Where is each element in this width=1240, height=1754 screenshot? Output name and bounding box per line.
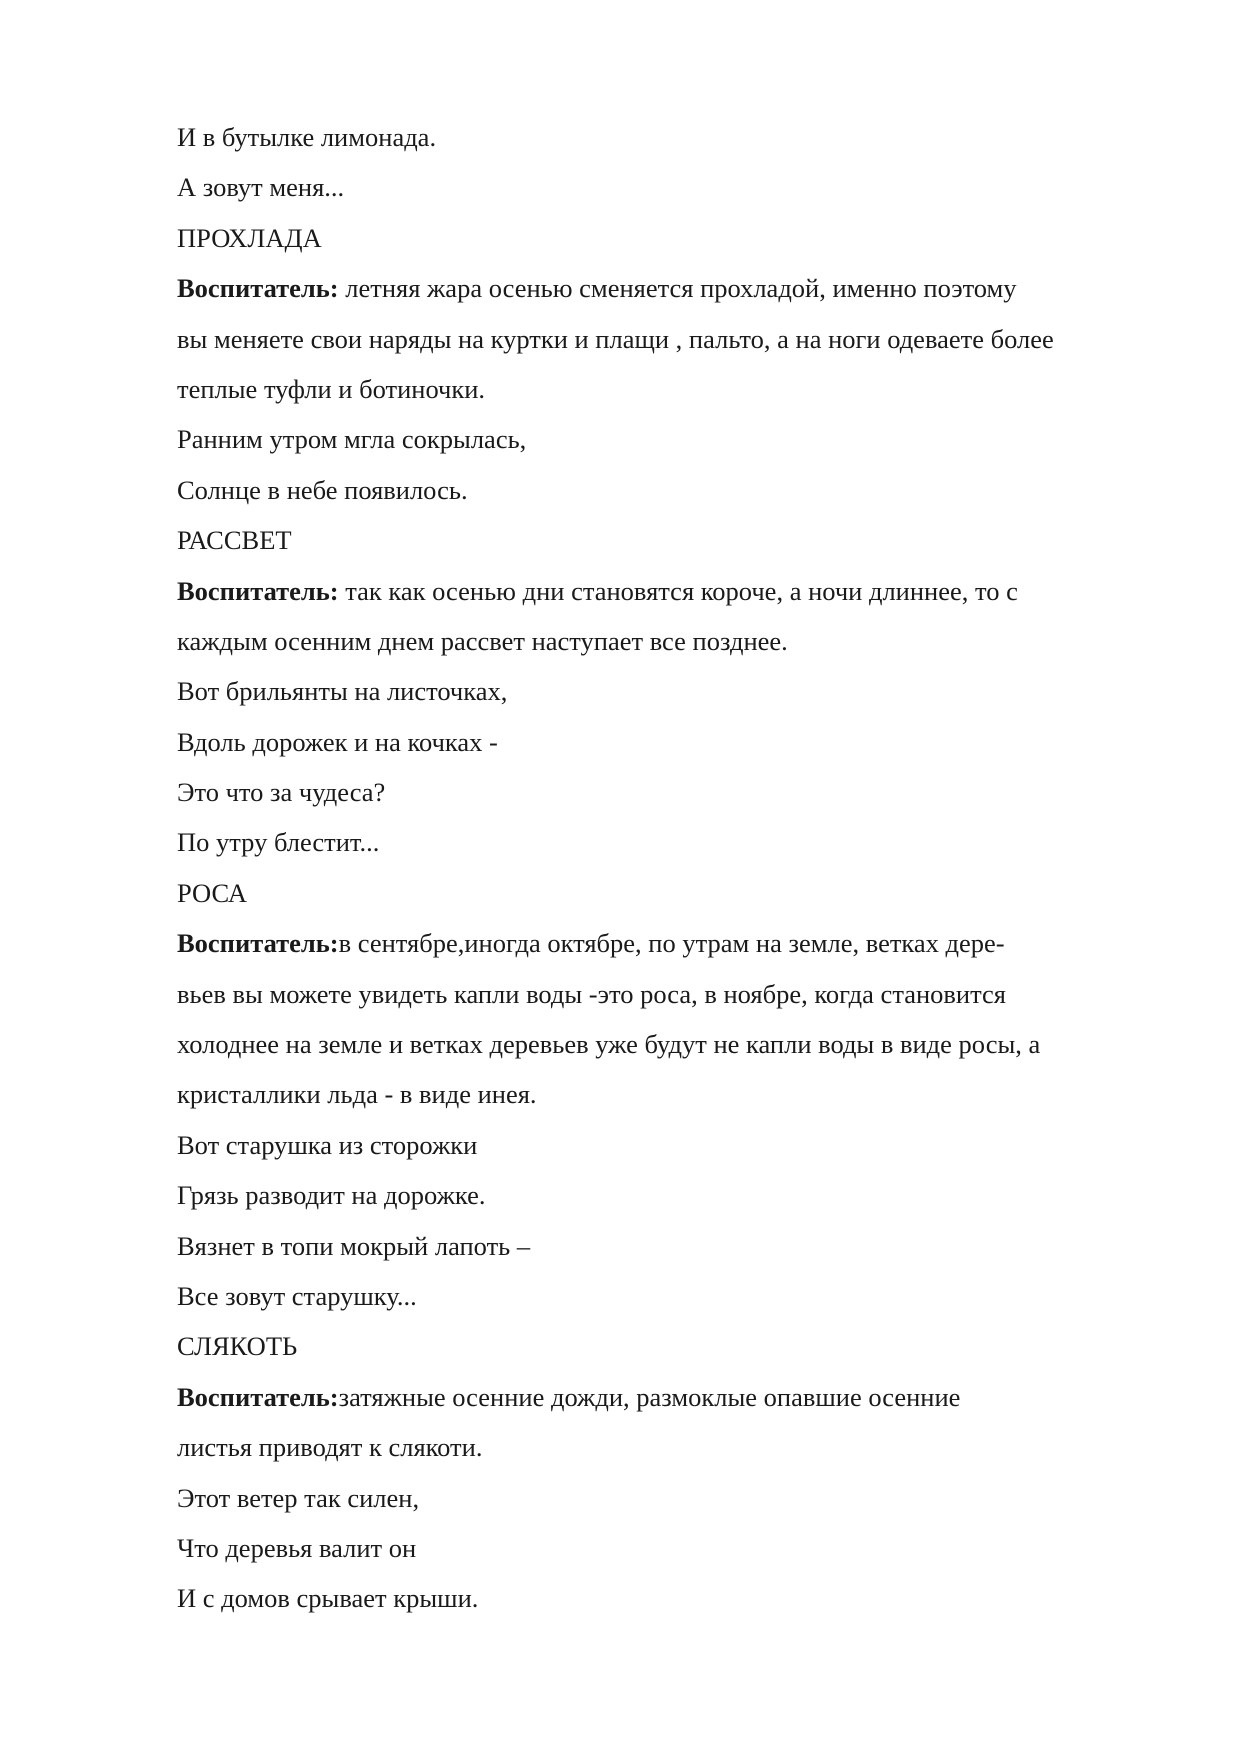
answer-line xyxy=(177,868,1157,918)
text-line xyxy=(177,767,1157,817)
text-line xyxy=(177,616,1157,666)
speaker-label: Воспитатель: xyxy=(177,928,339,959)
line-text: летняя жара осенью сменяется прохладой, именно поэтому xyxy=(338,273,1017,304)
line-text: И с домов срывает крыши. xyxy=(177,1583,479,1614)
line-text: Вдоль дорожек и на кочках - xyxy=(177,726,498,757)
line-text: каждым осенним днем рассвет наступает все позднее. xyxy=(177,625,788,656)
line-text: Это что за чудеса? xyxy=(177,777,386,808)
speaker-label: Воспитатель: xyxy=(177,575,339,606)
line-text: затяжные осенние дожди, размоклые опавшие осенние xyxy=(338,1381,961,1412)
line-text: Этот ветер так силен, xyxy=(177,1482,420,1513)
educator-line xyxy=(177,263,1157,313)
text-line xyxy=(177,162,1157,212)
line-text: холоднее на земле и ветках деревьев уже будут не капли воды в виде росы, а xyxy=(177,1029,1041,1060)
speaker-label: Воспитатель: xyxy=(177,273,339,304)
line-text: кристаллики льда - в виде инея. xyxy=(177,1079,537,1110)
text-line xyxy=(177,414,1157,464)
text-line xyxy=(177,364,1157,414)
line-text: Вязнет в топи мокрый лапоть – xyxy=(177,1230,531,1261)
educator-line xyxy=(177,1372,1157,1422)
text-line xyxy=(177,1271,1157,1321)
text-line xyxy=(177,112,1157,162)
line-text: Солнце в небе появилось. xyxy=(177,474,468,505)
text-line xyxy=(177,1069,1157,1119)
answer-word: РОСА xyxy=(177,877,248,908)
text-line xyxy=(177,1573,1157,1623)
text-line xyxy=(177,1120,1157,1170)
text-line xyxy=(177,1221,1157,1271)
line-text: листья приводят к слякоти. xyxy=(177,1432,483,1463)
line-text: Вот старушка из сторожки xyxy=(177,1129,478,1160)
answer-line xyxy=(177,213,1157,263)
text-line xyxy=(177,1019,1157,1069)
text-line xyxy=(177,1422,1157,1472)
line-text: вы меняете свои наряды на куртки и плащи , пальто, а на ноги одеваете более xyxy=(177,323,1054,354)
line-text: Грязь разводит на дорожке. xyxy=(177,1180,486,1211)
text-line xyxy=(177,969,1157,1019)
answer-line xyxy=(177,1321,1157,1371)
answer-word: РАССВЕТ xyxy=(177,525,292,556)
line-text: теплые туфли и ботиночки. xyxy=(177,373,486,404)
line-text: По утру блестит... xyxy=(177,827,380,858)
line-text: А зовут меня... xyxy=(177,172,345,203)
educator-line xyxy=(177,918,1157,968)
text-line xyxy=(177,817,1157,867)
document-body xyxy=(177,112,1157,1624)
text-line xyxy=(177,717,1157,767)
text-line xyxy=(177,465,1157,515)
answer-word: ПРОХЛАДА xyxy=(177,222,322,253)
answer-word: СЛЯКОТЬ xyxy=(177,1331,298,1362)
answer-line xyxy=(177,515,1157,565)
text-line xyxy=(177,666,1157,716)
text-line xyxy=(177,1170,1157,1220)
line-text: в сентябре,иногда октябре, по утрам на земле, ветках дере- xyxy=(338,928,1005,959)
line-text: И в бутылке лимонада. xyxy=(177,122,437,152)
educator-line xyxy=(177,566,1157,616)
text-line xyxy=(177,314,1157,364)
line-text: Все зовут старушку... xyxy=(177,1280,417,1311)
line-text: Вот брильянты на листочках, xyxy=(177,676,508,707)
line-text: вьев вы можете увидеть капли воды -это роса, в ноябре, когда становится xyxy=(177,978,1006,1009)
line-text: Ранним утром мгла сокрылась, xyxy=(177,424,527,455)
text-line xyxy=(177,1523,1157,1573)
line-text: Что деревья валит он xyxy=(177,1532,417,1563)
text-line xyxy=(177,1473,1157,1523)
line-text: так как осенью дни становятся короче, а ночи длиннее, то с xyxy=(338,575,1018,606)
speaker-label: Воспитатель: xyxy=(177,1381,339,1412)
